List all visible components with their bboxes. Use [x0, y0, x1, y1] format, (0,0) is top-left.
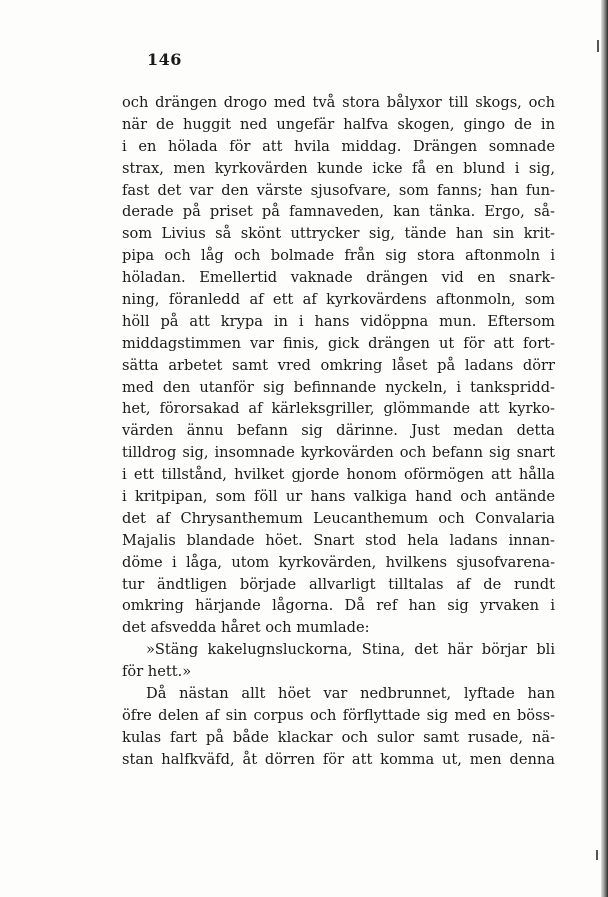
text-line: i ett tillstånd, hvilket gjorde honom oförmögen att hålla	[122, 466, 555, 484]
text-line: höladan. Emellertid vaknade drängen vid en snark-	[122, 269, 555, 287]
text-line: sätta arbetet samt vred omkring låset på ladans dörr	[122, 356, 555, 374]
text-line: tilldrog sig, insomnade kyrkovärden och befann sig snart	[122, 444, 555, 462]
text-line: stan halfkväfd, åt dörren för att komma ut, men denna	[122, 750, 555, 768]
text-line: det afsvedda håret och mumlade:	[122, 619, 370, 637]
text-line: med den utanför sig befinnande nyckeln, i tankspridd-	[122, 378, 555, 396]
quoted-speech-line: för hett.»	[122, 663, 192, 681]
page-edge-shadow	[601, 0, 608, 897]
text-line: Majalis blandade höet. Snart stod hela ladans innan-	[122, 531, 555, 549]
text-line: döme i låga, utom kyrkovärden, hvilkens sjusofvarena-	[122, 553, 555, 571]
text-line: i kritpipan, som föll ur hans valkiga hand och antände	[122, 488, 555, 506]
edge-mark	[596, 850, 598, 860]
text-line: kulas fart på både klackar och sulor samt rusade, nä-	[122, 728, 555, 746]
text-line: Då nästan allt höet var nedbrunnet, lyftade han	[146, 685, 555, 703]
text-line: öfre delen af sin corpus och förflyttade sig med en böss-	[122, 706, 555, 724]
text-line: derade på priset på famnaveden, kan tänka. Ergo, så-	[122, 203, 555, 221]
body-text	[122, 92, 555, 771]
text-line: strax, men kyrkovärden kunde icke få en blund i sig,	[122, 159, 555, 177]
text-line: omkring härjande lågorna. Då ref han sig yrvaken i	[122, 597, 555, 615]
text-line: det af Chrysanthemum Leucanthemum och Convalaria	[122, 509, 555, 527]
text-line: fast det var den värste sjusofvare, som fanns; han fun-	[122, 181, 555, 199]
edge-mark	[597, 40, 599, 52]
text-line: tur ändtligen började allvarligt tilltalas af de rundt	[122, 575, 555, 593]
text-line: pipa och låg och bolmade från sig stora aftonmoln i	[122, 247, 555, 265]
text-line: ning, föranledd af ett af kyrkovärdens aftonmoln, som	[122, 291, 555, 309]
text-line: middagstimmen var finis, gick drängen ut för att fort-	[122, 334, 555, 352]
text-line: höll på att krypa in i hans vidöppna mun. Eftersom	[122, 312, 555, 330]
text-line: som Livius så skönt uttrycker sig, tände han sin krit-	[122, 225, 555, 243]
text-line: och drängen drogo med två stora bålyxor till skogs, och	[122, 94, 555, 111]
text-line: i en hölada för att hvila middag. Drängen somnade	[122, 137, 555, 155]
text-line: värden ännu befann sig därinne. Just medan detta	[122, 422, 555, 440]
quoted-speech-line: »Stäng kakelugnsluckorna, Stina, det här börjar bli	[146, 641, 555, 659]
text-line: när de huggit ned ungefär halfva skogen, gingo de in	[122, 115, 555, 133]
text-line: het, förorsakad af kärleksgriller, glömmande att kyrko-	[122, 400, 555, 418]
page-number: 146	[147, 50, 182, 69]
